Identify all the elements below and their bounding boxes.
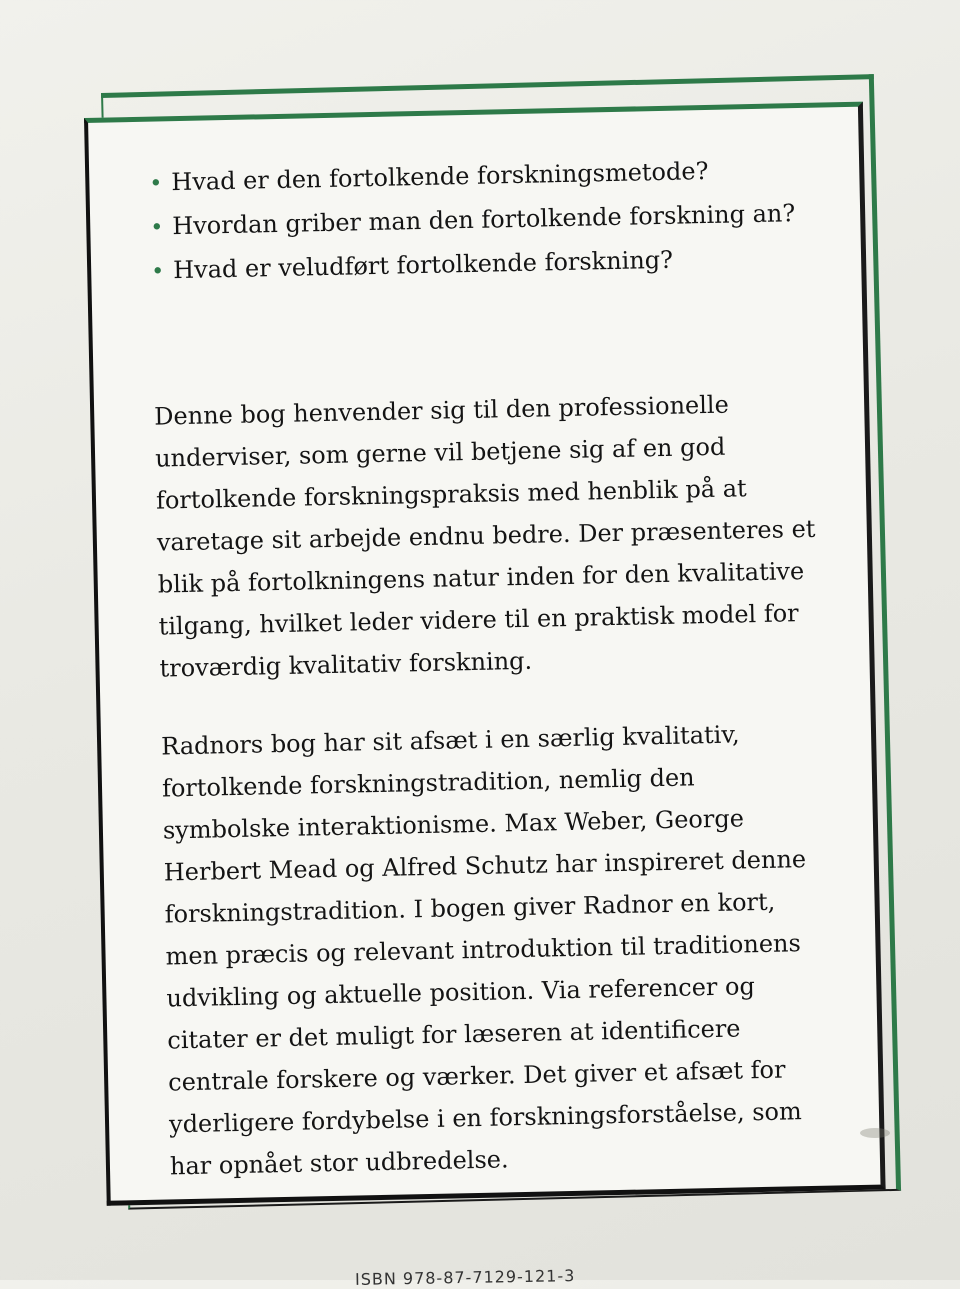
cover-text (149, 148, 830, 1188)
bullet-icon: • (150, 259, 165, 285)
question-item: • Hvordan griber man den fortolkende forskning an? (150, 192, 811, 250)
question-list (149, 148, 812, 294)
bullet-icon: • (150, 215, 164, 241)
tradition-paragraph: Radnors bog har sit afsæt i en særlig kvalitativ, fortolkende forskningstradition, nemlig den symbolske interaktionisme. Max Weber, George Herbert Mead og Alfred Schutz har inspireret denne forskningstradition. I bogen giver Radnor en kort, men præcis og relevant introduktion til traditionens udvikling og aktuelle position. Via referencer og citater er det muligt for læseren at identificere centrale forskere og værker. Det giver et afsæt for yderligere fordybelse i en forskningsforståelse, som har opnået stor udbredelse. (160, 720, 807, 1181)
question-item: • Hvad er den fortolkende forskningsmetode? (149, 148, 810, 206)
bullet-icon: • (149, 171, 163, 197)
question-item: • Hvad er veludført fortolkende forskning? (151, 236, 812, 294)
description-paragraph: Denne bog henvender sig til den professionelle underviser, som gerne vil betjene sig af en god fortolkende forskningspraksis med henblik på at varetage sit arbejde endnu bedre. Der præsenteres et blik på fortolkningens natur inden for den kvalitative tilgang, hvilket leder videre til en praktisk model for troværdig kvalitativ forskning. (153, 390, 816, 683)
smudge-mark (860, 1128, 890, 1138)
isbn-number: ISBN 978-87-7129-121-3 (354, 1266, 576, 1289)
text-frame (84, 102, 886, 1206)
